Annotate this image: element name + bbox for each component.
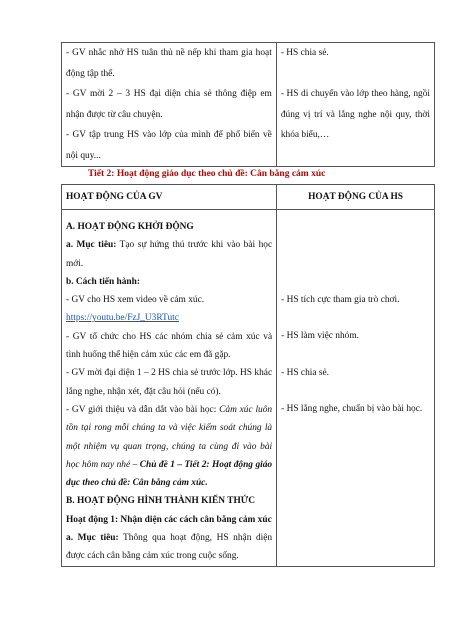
list-item: - GV cho HS xem video về cảm xúc.: [66, 295, 205, 306]
procedure-label: b. Cách tiến hành:: [66, 276, 140, 287]
intro-italic: Cảm xúc luôn tồn tại rong mỗi chúng ta và việc kiểm soát chúng là một nhiệm vụ quan trọng, chúng ta cùng đi vào bài học hôm nay nhé –: [66, 404, 273, 470]
table-row: [62, 210, 435, 567]
table-row: [62, 43, 435, 167]
activity-heading: A. HOẠT ĐỘNG KHỞI ĐỘNG: [66, 222, 194, 232]
lesson-table: [61, 184, 435, 567]
teacher-activity-cell: [62, 43, 277, 167]
objective-text: [66, 529, 272, 566]
list-item: - HS làm việc nhóm.: [281, 331, 359, 342]
column-header-student: HOẠT ĐỘNG CỦA HS: [277, 185, 435, 210]
student-activity-cell: [276, 43, 434, 167]
list-item: - HS lắng nghe, chuẩn bị vào bài học.: [281, 403, 423, 414]
student-activity-cell: [277, 210, 435, 567]
list-item: - HS chia sẻ.: [281, 367, 330, 378]
objective-label: a. Mục tiêu:: [66, 240, 117, 251]
objective-body: Thông qua hoạt động, HS nhận diện được cách cân bằng cảm xúc trong cuộc sống.: [66, 533, 273, 562]
list-item: - HS tích cực tham gia trò chơi.: [281, 295, 400, 305]
list-item: - GV tập trung HS vào lớp của mình để phổ biến về nội quy...: [66, 130, 272, 161]
intro-topic: Chủ đề 1 – Tiết 2: Hoạt động giáo dục theo chủ đề: Cân bằng cảm xúc.: [66, 459, 273, 489]
sub-activity-heading: Hoạt động 1: Nhận diện các cách cân bằng cảm xúc: [66, 514, 272, 525]
list-item: [66, 401, 272, 492]
objective-body: Tạo sự hứng thú trước khi vào bài học mới.: [66, 240, 273, 269]
list-item: - GV nhắc nhở HS tuân thủ nề nếp khi tham gia hoạt động tập thể.: [66, 48, 272, 79]
intro-lead: - GV giới thiệu và dẫn dắt vào bài học:: [66, 404, 220, 415]
table-header-row: [62, 185, 435, 210]
column-header-teacher: HOẠT ĐỘNG CỦA GV: [62, 185, 277, 210]
teacher-activity-cell: [62, 210, 277, 567]
list-item: - HS chia sẻ.: [280, 48, 329, 58]
video-link[interactable]: https://youtu.be/FzJ_U3RTutc: [66, 313, 179, 324]
list-item: - GV tổ chức cho HS các nhóm chia sẻ cảm xúc và tình huống thể hiện cảm xúc các em đã gặp.: [66, 331, 273, 361]
list-item: - HS di chuyển vào lớp theo hàng, ngồi đúng vị trí và lắng nghe nội quy, thời khóa biểu,…: [280, 89, 430, 140]
objective-label: a. Mục tiêu:: [66, 533, 119, 544]
section-heading: Tiết 2: Hoạt động giáo dục theo chủ đề: Cân bằng cảm xúc: [88, 169, 326, 179]
objective-text: [66, 236, 272, 273]
list-item: - GV mời đại diện 1 – 2 HS chia sẻ trước lớp. HS khác lắng nghe, nhận xét, đặt câu hỏi (nếu có).: [66, 368, 273, 397]
list-item: - GV mời 2 – 3 HS đại diện chia sẻ thông điệp em nhận được từ câu chuyện.: [66, 89, 272, 120]
lesson-table-continued: [61, 42, 435, 167]
activity-heading: B. HOẠT ĐỘNG HÌNH THÀNH KIẾN THỨC: [66, 496, 256, 507]
